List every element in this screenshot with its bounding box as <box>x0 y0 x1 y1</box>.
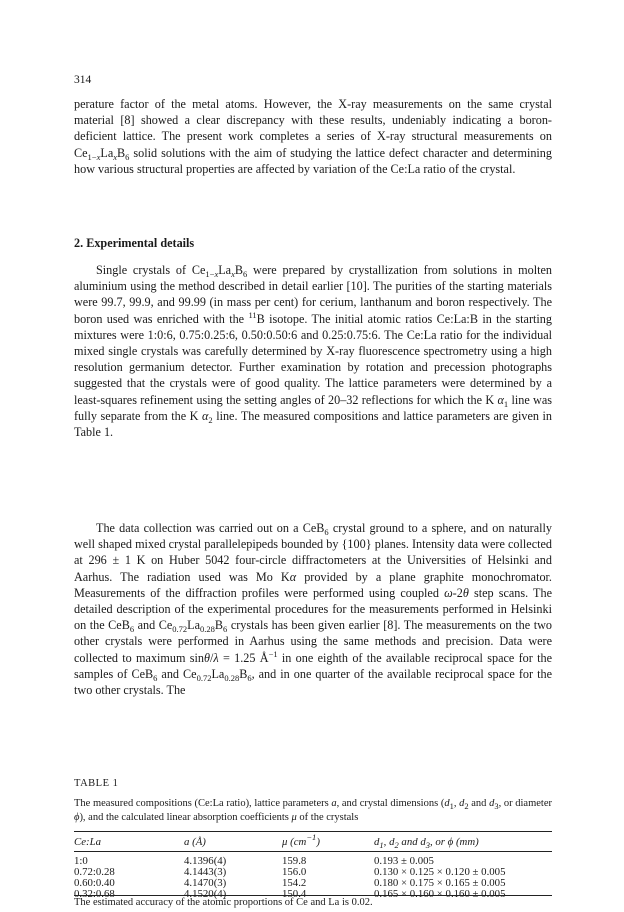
cell-dims: 0.165 × 0.160 × 0.160 ± 0.005 <box>374 888 506 900</box>
cell-dims: 0.180 × 0.175 × 0.165 ± 0.005 <box>374 877 506 889</box>
header-ce-la: Ce:La <box>74 835 101 848</box>
cell-ratio: 0.72:0.28 <box>74 866 115 878</box>
table-label: TABLE 1 <box>74 778 119 789</box>
cell-a: 4.1443(3) <box>184 866 227 878</box>
paragraph-crystal-preparation: Single crystals of $Ce_{1-x}La_xB_6$ were prepared by crystallization from solutions in molten aluminium using the method described in detail earlier [10]. The purities of the starting materials were 99.7, 99.9, and 99.99 (in mass per cent) for cerium, lanthanum and boron respectively. The boron used was enriched with the $^{11}$B isotope. The initial atomic ratios Ce:La:B in the starting mixtures were 1:0:6, 0.75:0.25:6, 0.50:0.50:6 and 0.25:0.75:6. The Ce:La ratio for the individual mixed single crystals was carefully determined by X-ray fluorescence spectrometry using a high resolution germanium detector. Further examination by rotation and precession photographs suggested that the crystals were of good quality. The lattice parameters were determined by a least-squares refinement using the setting angles of 20–32 reflections for which the K $\alpha_1$ line was fully separate from the K $\alpha_2$ line. The measured compositions and lattice parameters are given in Table 1. <box>74 263 552 440</box>
cell-dims: 0.193 ± 0.005 <box>374 855 434 867</box>
section-heading: 2. Experimental details <box>74 236 195 250</box>
table-row <box>74 850 552 867</box>
cell-mu: 154.2 <box>282 877 307 889</box>
table-header-row <box>74 833 552 850</box>
cell-mu: 159.8 <box>282 855 307 867</box>
cell-a: 4.1520(4) <box>184 888 227 900</box>
cell-a: 4.1470(3) <box>184 877 227 889</box>
paragraph-intro-continued: perature factor of the metal atoms. However, the X-ray measurements on the same crystal material [8] showed a clear discrepancy with these results, undeniably indicating a boron-deficient lattice. The present work completes a series of X-ray structural measurements on $Ce_{1-x}La_xB_6$ solid solutions with the aim of studying the lattice defect character and determining how various structural properties are affected by variation of the Ce:La ratio of the crystal. <box>74 97 552 176</box>
cell-ratio: 0.60:0.40 <box>74 877 115 889</box>
cell-ratio: 1:0 <box>74 855 88 867</box>
cell-mu: 156.0 <box>282 866 307 878</box>
cell-dims: 0.130 × 0.125 × 0.120 ± 0.005 <box>374 866 506 878</box>
cell-mu: 150.4 <box>282 888 307 900</box>
table-footnote: The estimated accuracy of the atomic proportions of Ce and La is 0.02. <box>74 897 373 908</box>
header-lattice-parameter: a (Å) <box>184 835 206 848</box>
page-number: 314 <box>74 74 92 86</box>
table-caption: The measured compositions (Ce:La ratio), lattice parameters a, and crystal dimensions ($d_1$, $d_2$ and $d_3$, or diameter ϕ), and the calculated linear absorption coefficients μ of the crystals <box>74 798 552 823</box>
composition-table <box>74 833 552 900</box>
header-dimensions: $d_1$, $d_2$ and $d_3$, or ϕ (mm) <box>374 835 479 850</box>
paragraph-data-collection: The data collection was carried out on a CeB$_6$ crystal ground to a sphere, and on naturally well shaped mixed crystal parallelepipeds bounded by {100} planes. Intensity data were collected at 296 ± 1 K on Huber 5042 four-circle diffractometers at the Universities of Helsinki and Aarhus. The radiation used was Mo Kα provided by a plane graphite monochromator. Measurements of the diffraction profiles were performed using coupled ω-2θ step scans. The detailed description of the experimental procedures for the measurements performed in Helsinki on the CeB$_6$ and $Ce_{0.72}La_{0.28}B_6$ crystals has been given earlier [8]. The measurements on the two other crystals were performed in Aarhus using the same methods and precision. Data were collected to maximum sinθ/λ = 1.25 $Å^{-1}$ in one eighth of the available reciprocal space for the samples of CeB$_6$ and $Ce_{0.72}La_{0.28}B_6$, and in one quarter of the available reciprocal space for the two other crystals. The <box>74 521 552 698</box>
cell-a: 4.1396(4) <box>184 855 227 867</box>
cell-ratio: 0.32:0.68 <box>74 888 115 900</box>
table-bottom-rule <box>74 895 552 896</box>
header-absorption: μ $(cm^{-1})$ <box>282 831 320 848</box>
